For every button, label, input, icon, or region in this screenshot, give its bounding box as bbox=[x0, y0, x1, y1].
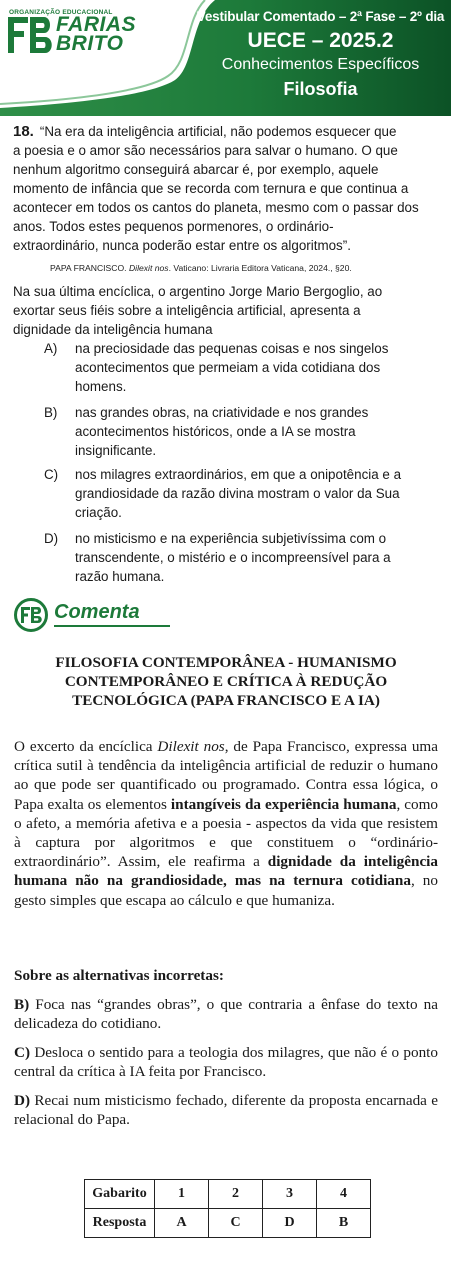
table-row bbox=[85, 1209, 371, 1238]
row-label-gabarito: Gabarito bbox=[85, 1180, 155, 1209]
table-cell: 2 bbox=[209, 1180, 263, 1209]
question-quote bbox=[13, 122, 441, 255]
table-cell: 1 bbox=[155, 1180, 209, 1209]
alternative-text: no misticismo e na experiência subjetivíssima com o transcendente, o mistério e o incompreensível para a razão humana. bbox=[75, 531, 391, 584]
alternative-text: nos milagres extraordinários, em que a onipotência e a grandiosidade da razão divina mostram o valor da Sua criação. bbox=[75, 467, 402, 520]
quote-line: extraordinário, nunca poderão estar entre os algoritmos”. bbox=[13, 238, 351, 253]
explanation-b: B) Foca nas “grandes obras”, o que contraria a ênfase do texto na delicadeza do cotidiano. bbox=[14, 996, 438, 1033]
table-cell: D bbox=[263, 1209, 317, 1238]
row-label-resposta: Resposta bbox=[85, 1209, 155, 1238]
quote-line: 18. “Na era da inteligência artificial, não podemos esquecer que bbox=[13, 123, 397, 140]
quote-line: nenhum algoritmo conseguirá abarcar é, por exemplo, aquele bbox=[13, 162, 379, 177]
alternative-letter: C) bbox=[44, 467, 59, 482]
alternative-text: na preciosidade das pequenas coisas e nos singelos acontecimentos que permeiam a vida cotidiana dos homens. bbox=[75, 341, 389, 394]
alternative-text: nas grandes obras, na criatividade e nos grandes acontecimentos históricos, onde a IA se mostra insignificante. bbox=[75, 405, 369, 458]
fb-monogram-icon bbox=[8, 17, 54, 53]
comment-paragraph: O excerto da encíclica Dilexit nos, de Papa Francisco, expressa uma crítica sutil à tendência da inteligência artificial de reduzir o humano ao que pode ser quantificado ou programado. Contra essa lógica, o Papa exalta os elementos intangíveis da experiência humana, como o afeto, a memória afetiva e a poesia - aspectos da vida que resistem à captura por algoritmos e que constituem o “ordinário-extraordinário”. Assim, ele reafirma a dignidade da inteligência humana não na grandiosidade, mas na ternura cotidiana, no gesto simples que escapa ao cálculo e que humaniza. bbox=[14, 738, 438, 909]
comment-title: FILOSOFIA CONTEMPORÂNEA - HUMANISMO CONTEMPORÂNEO E CRÍTICA À REDUÇÃO TECNOLÓGICA (PAPA FRANCISCO E A IA) bbox=[55, 654, 397, 709]
subject-title: Filosofia bbox=[283, 79, 358, 99]
comenta-label: Comenta bbox=[54, 601, 140, 623]
comenta-logo-icon bbox=[14, 598, 48, 632]
explanation-c: C) Desloca o sentido para a teologia dos milagres, que não é o ponto central da crítica à IA feita por Francisco. bbox=[14, 1044, 438, 1081]
incorrect-heading: Sobre as alternativas incorretas: bbox=[14, 967, 224, 984]
org-label: ORGANIZAÇÃO EDUCACIONAL bbox=[9, 9, 113, 16]
answer-key-table bbox=[84, 1179, 371, 1238]
question-number: 18. bbox=[13, 123, 34, 140]
quote-line: acontecer em todos os cantos do planeta, mesmo com o passar dos bbox=[13, 200, 419, 215]
quote-citation: PAPA FRANCISCO. Dilexit nos. Vaticano: Livraria Editora Vaticana, 2024., §20. bbox=[50, 263, 352, 273]
alternative-letter: D) bbox=[44, 531, 59, 546]
quote-line: momento de infância que se recorda com ternura e que continua a bbox=[13, 181, 409, 196]
comenta-heading bbox=[14, 598, 174, 632]
logo-word-brito: BRITO bbox=[56, 32, 124, 55]
table-cell: B bbox=[317, 1209, 371, 1238]
table-cell: A bbox=[155, 1209, 209, 1238]
quote-line: a poesia e o amor são necessários para salvar o humano. O que bbox=[13, 143, 398, 158]
table-row bbox=[85, 1180, 371, 1209]
exam-edition: UECE – 2025.2 bbox=[247, 29, 394, 52]
table-cell: 3 bbox=[263, 1180, 317, 1209]
exam-title: Vestibular Comentado – 2ª Fase – 2º dia bbox=[196, 9, 445, 24]
exam-section: Conhecimentos Específicos bbox=[221, 56, 420, 73]
alternative-letter: A) bbox=[44, 341, 58, 356]
question-prompt: Na sua última encíclica, o argentino Jorge Mario Bergoglio, ao exortar seus fiéis sobre a inteligência artificial, apresenta a dignidade da inteligência humana bbox=[13, 284, 383, 337]
explanation-d: D) Recai num misticismo fechado, diferente da proposta encarnada e relacional do Papa. bbox=[14, 1092, 438, 1129]
table-cell: 4 bbox=[317, 1180, 371, 1209]
quote-line: anos. Todos estes pequenos pormenores, o ordinário- bbox=[13, 219, 334, 234]
table-cell: C bbox=[209, 1209, 263, 1238]
page-header bbox=[0, 0, 451, 116]
comenta-underline bbox=[54, 625, 170, 627]
logo-word-farias: FARIAS bbox=[56, 13, 137, 36]
alternative-letter: B) bbox=[44, 405, 58, 420]
farias-brito-logo bbox=[0, 0, 190, 116]
